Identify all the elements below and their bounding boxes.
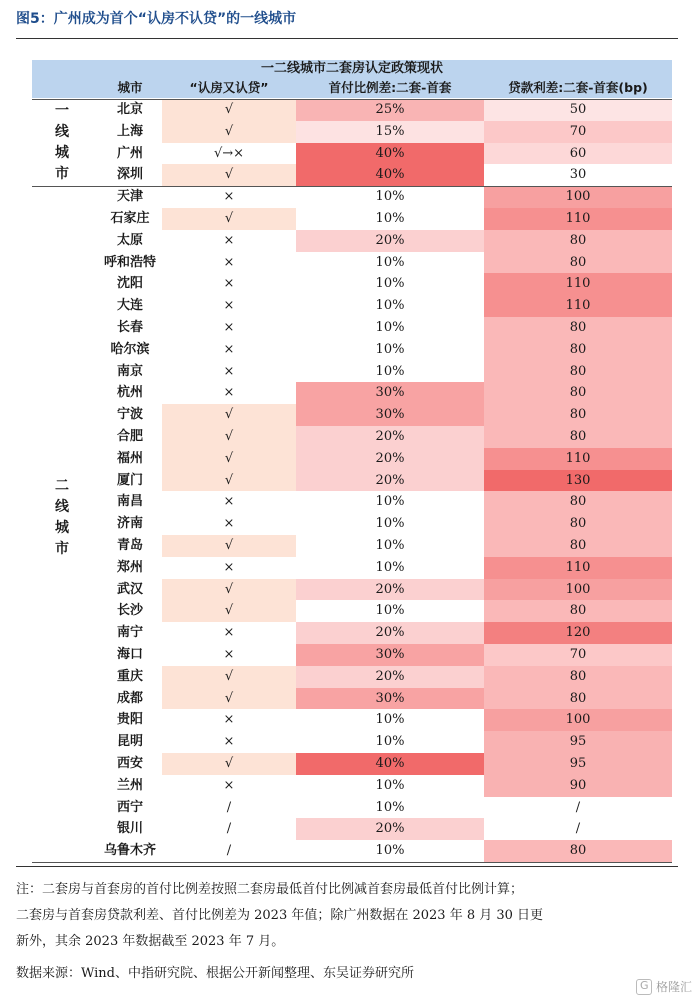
downpayment-cell: 40%	[296, 164, 484, 186]
policy-cell: /	[226, 799, 232, 815]
downpayment-cell: 10%	[296, 295, 484, 317]
city-cell: 天津	[116, 189, 143, 205]
policy-cell: √→×	[213, 145, 245, 161]
policy-cell: ×	[223, 712, 235, 728]
city-cell: 南昌	[116, 494, 143, 510]
city-cell: 呼和浩特	[103, 254, 156, 270]
city-cell: 南宁	[116, 625, 143, 641]
policy-cell: ×	[223, 494, 235, 510]
spread-cell: 80	[484, 252, 672, 274]
policy-cell: ×	[223, 516, 235, 532]
policy-cell: /	[226, 843, 232, 859]
policy-cell: √	[162, 164, 296, 186]
spread-cell: 80	[484, 840, 672, 862]
policy-cell: √	[162, 753, 296, 775]
policy-cell: √	[162, 688, 296, 710]
policy-cell: √	[162, 666, 296, 688]
spread-cell: 80	[484, 600, 672, 622]
policy-cell: ×	[223, 232, 235, 248]
city-cell: 太原	[116, 232, 143, 248]
policy-cell: √	[162, 208, 296, 230]
spread-cell: 80	[484, 491, 672, 513]
policy-cell: √	[162, 121, 296, 143]
downpayment-cell: 10%	[296, 491, 484, 513]
downpayment-cell: 20%	[296, 230, 484, 252]
group-label-char: 城	[55, 144, 69, 161]
policy-cell: ×	[223, 320, 235, 335]
policy-cell: √	[162, 404, 296, 426]
policy-cell: ×	[223, 189, 235, 205]
spread-cell: 110	[484, 295, 672, 317]
spread-cell: 70	[484, 121, 672, 143]
data-source: 数据来源：Wind、中指研究院、根据公开新闻整理、东吴证券研究所	[16, 966, 414, 981]
downpayment-cell: 10%	[296, 731, 484, 753]
spread-cell: 60	[484, 143, 672, 165]
downpayment-cell: 20%	[296, 426, 484, 448]
spread-cell: 100	[484, 709, 672, 731]
policy-cell: ×	[223, 734, 235, 750]
city-cell: 宁波	[116, 407, 143, 423]
top-rule	[16, 38, 678, 39]
policy-cell: ×	[223, 298, 235, 314]
downpayment-cell: 20%	[296, 448, 484, 470]
city-cell: 西宁	[116, 799, 143, 815]
header-divider	[32, 99, 672, 100]
downpayment-cell: 25%	[296, 99, 484, 121]
group-label-char: 线	[55, 499, 69, 516]
downpayment-cell: 30%	[296, 688, 484, 710]
policy-cell: ×	[223, 341, 235, 357]
city-cell: 银川	[116, 821, 143, 837]
spread-cell: 100	[484, 579, 672, 601]
spread-cell: 80	[484, 426, 672, 448]
group-label-tier2	[50, 476, 74, 560]
table-bottom-line	[32, 862, 672, 863]
spread-cell: 80	[484, 513, 672, 535]
policy-cell: √	[162, 470, 296, 492]
city-cell: 沈阳	[116, 276, 143, 292]
city-cell: 哈尔滨	[110, 341, 150, 357]
group-label-char: 线	[55, 123, 69, 140]
city-cell: 成都	[116, 690, 143, 706]
group-divider	[32, 186, 672, 187]
watermark	[636, 978, 692, 995]
city-cell: 深圳	[116, 167, 143, 183]
downpayment-cell: 10%	[296, 557, 484, 579]
spread-cell: 95	[484, 753, 672, 775]
spread-cell: 80	[484, 339, 672, 361]
policy-cell: ×	[223, 385, 235, 401]
city-cell: 厦门	[116, 472, 143, 488]
policy-cell: √	[162, 600, 296, 622]
spread-cell: 70	[484, 644, 672, 666]
downpayment-cell: 10%	[296, 208, 484, 230]
policy-cell: ×	[223, 559, 235, 575]
city-cell: 青岛	[116, 538, 143, 553]
city-cell: 武汉	[116, 581, 143, 597]
figure-title: 图5：广州成为首个“认房不认贷”的一线城市	[16, 11, 297, 27]
downpayment-cell: 10%	[296, 252, 484, 274]
group-label-tier1	[50, 101, 74, 185]
policy-cell: √	[162, 99, 296, 121]
spread-cell: 80	[484, 666, 672, 688]
spread-cell: 80	[484, 361, 672, 383]
spread-cell: 80	[484, 404, 672, 426]
col-head-city: 城市	[117, 80, 143, 95]
policy-cell: ×	[223, 276, 235, 292]
col-head-downpayment: 首付比例差:二套-首套	[328, 80, 452, 95]
city-cell: 合肥	[116, 429, 143, 444]
policy-cell: ×	[223, 254, 235, 270]
watermark-logo-icon	[636, 979, 652, 995]
city-cell: 兰州	[116, 777, 143, 793]
table-title: 一二线城市二套房认定政策现状	[260, 61, 443, 76]
note-line-1: 注：二套房与首套房的首付比例差按照二套房最低首付比例减首套房最低首付比例计算；	[16, 882, 524, 897]
downpayment-cell: 30%	[296, 644, 484, 666]
city-cell: 郑州	[116, 559, 143, 575]
downpayment-cell: 10%	[296, 535, 484, 557]
policy-cell: ×	[223, 625, 235, 641]
bottom-rule	[16, 866, 678, 867]
downpayment-cell: 20%	[296, 579, 484, 601]
downpayment-cell: 15%	[296, 121, 484, 143]
city-cell: 贵阳	[116, 712, 143, 728]
city-cell: 乌鲁木齐	[103, 843, 156, 859]
downpayment-cell: 20%	[296, 622, 484, 644]
city-cell: 福州	[116, 450, 143, 466]
spread-cell: 90	[484, 775, 672, 797]
city-cell: 海口	[116, 647, 143, 662]
policy-cell: √	[162, 426, 296, 448]
group-label-char: 市	[55, 541, 69, 558]
group-label-char: 城	[55, 520, 69, 537]
policy-cell: √	[162, 579, 296, 601]
spread-cell: 80	[484, 230, 672, 252]
downpayment-cell: 30%	[296, 404, 484, 426]
downpayment-cell: 10%	[296, 317, 484, 339]
city-cell: 南京	[116, 363, 143, 379]
policy-cell: ×	[223, 777, 235, 793]
spread-cell: 30	[484, 164, 672, 186]
spread-cell: 120	[484, 622, 672, 644]
city-cell: 广州	[116, 145, 143, 161]
spread-cell: 110	[484, 557, 672, 579]
policy-cell: ×	[223, 363, 235, 379]
downpayment-cell: 40%	[296, 143, 484, 165]
spread-cell: 110	[484, 208, 672, 230]
downpayment-cell: 30%	[296, 382, 484, 404]
col-head-policy: “认房又认贷”	[189, 80, 269, 95]
spread-cell: 80	[484, 688, 672, 710]
downpayment-cell: 10%	[296, 339, 484, 361]
downpayment-cell: 10%	[296, 361, 484, 383]
downpayment-cell: 20%	[296, 666, 484, 688]
downpayment-cell: 10%	[296, 709, 484, 731]
downpayment-cell: 40%	[296, 753, 484, 775]
spread-cell: 130	[484, 470, 672, 492]
col-head-spread: 贷款利差:二套-首套(bp)	[508, 80, 648, 95]
group-label-char: 市	[55, 165, 69, 182]
city-cell: 长春	[116, 320, 143, 335]
policy-cell: /	[226, 821, 232, 837]
spread-cell: 100	[484, 186, 672, 208]
spread-cell: 80	[484, 535, 672, 557]
city-cell: 昆明	[116, 734, 143, 750]
spread-cell: 110	[484, 448, 672, 470]
city-cell: 上海	[116, 123, 143, 139]
downpayment-cell: 10%	[296, 797, 484, 819]
group-label-char: 二	[55, 478, 69, 495]
city-cell: 石家庄	[110, 211, 150, 226]
downpayment-cell: 20%	[296, 470, 484, 492]
spread-cell: /	[484, 797, 672, 819]
city-cell: 长沙	[116, 603, 143, 619]
spread-cell: 110	[484, 273, 672, 295]
policy-cell: ×	[223, 647, 235, 662]
note-line-2: 二套房与首套房贷款利差、首付比例差为 2023 年值；除广州数据在 2023 年 8 月 30 日更	[16, 908, 544, 923]
spread-cell: 80	[484, 382, 672, 404]
downpayment-cell: 10%	[296, 600, 484, 622]
downpayment-cell: 10%	[296, 775, 484, 797]
watermark-text: 格隆汇	[655, 980, 692, 994]
spread-cell: 95	[484, 731, 672, 753]
downpayment-cell: 10%	[296, 273, 484, 295]
city-cell: 大连	[116, 298, 143, 314]
spread-cell: /	[484, 818, 672, 840]
spread-cell: 80	[484, 317, 672, 339]
group-label-char: 一	[55, 102, 69, 119]
city-cell: 西安	[116, 756, 143, 771]
note-line-3: 新外，其余 2023 年数据截至 2023 年 7 月。	[16, 934, 285, 949]
policy-cell: √	[162, 535, 296, 557]
city-cell: 杭州	[116, 385, 143, 401]
downpayment-cell: 10%	[296, 840, 484, 862]
downpayment-cell: 20%	[296, 818, 484, 840]
policy-cell: √	[162, 448, 296, 470]
city-cell: 济南	[116, 516, 143, 532]
city-cell: 北京	[116, 102, 143, 117]
city-cell: 重庆	[116, 668, 143, 684]
downpayment-cell: 10%	[296, 513, 484, 535]
downpayment-cell: 10%	[296, 186, 484, 208]
spread-cell: 50	[484, 99, 672, 121]
